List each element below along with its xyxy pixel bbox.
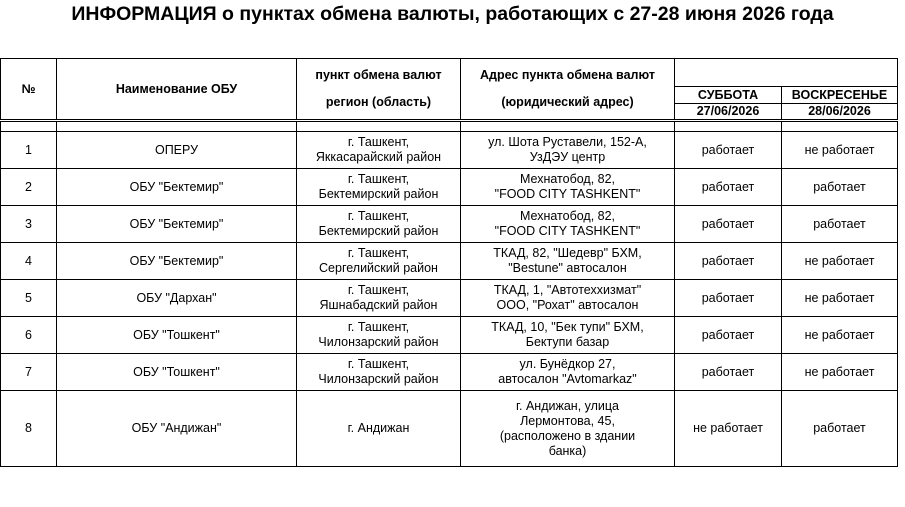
cell-saturday-status: работает [675, 243, 782, 280]
cell-region [297, 206, 461, 243]
cell-address-line1: ул. Шота Руставели, 152-А, [488, 135, 647, 149]
header-days-blank [675, 59, 898, 87]
header-saturday-date: 27/06/2026 [675, 104, 782, 121]
cell-num: 2 [1, 169, 57, 206]
cell-region-line1: г. Ташкент, [347, 283, 410, 297]
cell-saturday-status: работает [675, 169, 782, 206]
spacer-cell [461, 121, 675, 132]
cell-region-line2: Яшнабадский район [319, 298, 438, 312]
spacer-row [1, 121, 898, 132]
table-row [1, 354, 898, 391]
cell-region [297, 317, 461, 354]
cell-region-line1: г. Ташкент, [347, 135, 410, 149]
cell-address-line1: г. Андижан, улица [515, 398, 620, 413]
cell-address [461, 317, 675, 354]
table-row [1, 206, 898, 243]
spacer-cell [782, 121, 898, 132]
cell-region-line1: г. Ташкент, [347, 320, 410, 334]
page-title: ИНФОРМАЦИЯ о пунктах обмена валюты, работающих с 27-28 июня 2026 года [71, 3, 834, 25]
table-row [1, 280, 898, 317]
cell-address-line2: ООО, "Рохат" автосалон [496, 298, 639, 312]
cell-address-line1: Мехнатобод, 82, [519, 209, 616, 223]
header-sunday-date: 28/06/2026 [782, 104, 898, 121]
header-saturday: СУББОТА [675, 87, 782, 104]
cell-num: 8 [1, 391, 57, 467]
cell-address [461, 354, 675, 391]
cell-address-line2: "FOOD CITY TASHKENT" [494, 187, 641, 201]
cell-address-line1: ТКАД, 82, "Шедевр" БХМ, [493, 246, 642, 260]
header-num: № [1, 59, 57, 121]
spacer-cell [297, 121, 461, 132]
cell-saturday-status: работает [675, 280, 782, 317]
cell-address [461, 169, 675, 206]
cell-address-line4: банка) [548, 443, 587, 458]
header-region [297, 59, 461, 121]
cell-address [461, 132, 675, 169]
cell-region [297, 354, 461, 391]
header-name: Наименование ОБУ [57, 59, 297, 121]
cell-name: ОБУ "Бектемир" [57, 169, 297, 206]
cell-region: г. Андижан [297, 391, 461, 467]
cell-sunday-status: работает [782, 391, 898, 467]
cell-region [297, 169, 461, 206]
cell-saturday-status: работает [675, 206, 782, 243]
cell-address-line2: УзДЭУ центр [529, 150, 606, 164]
cell-address-line2: "FOOD CITY TASHKENT" [494, 224, 641, 238]
cell-region-line2: Чилонзарский район [318, 335, 439, 349]
cell-sunday-status: не работает [782, 132, 898, 169]
cell-name: ОБУ "Андижан" [57, 391, 297, 467]
cell-region-line2: Чилонзарский район [318, 372, 439, 386]
header-region-line1: пункт обмена валют [315, 68, 442, 82]
cell-name: ОБУ "Бектемир" [57, 243, 297, 280]
exchange-points-table [0, 58, 898, 467]
spacer-cell [57, 121, 297, 132]
spacer-cell [675, 121, 782, 132]
cell-saturday-status: работает [675, 354, 782, 391]
cell-region-line1: г. Ташкент, [347, 357, 410, 371]
cell-address [461, 391, 675, 467]
cell-address-line1: ТКАД, 10, "Бек тупи" БХМ, [491, 320, 644, 334]
cell-address-line2: Бектупи базар [525, 335, 610, 349]
cell-address-line1: ТКАД, 1, "Автотеххизмат" [493, 283, 642, 297]
header-address-line1: Адрес пункта обмена валют [480, 68, 655, 82]
spacer-cell [1, 121, 57, 132]
cell-saturday-status: работает [675, 317, 782, 354]
table-row [1, 243, 898, 280]
cell-address-line2: Лермонтова, 45, [520, 413, 615, 428]
cell-name: ОБУ "Тошкент" [57, 354, 297, 391]
cell-address-line1: Мехнатобод, 82, [519, 172, 616, 186]
table-row [1, 169, 898, 206]
cell-num: 6 [1, 317, 57, 354]
cell-region-line2: Бектемирский район [318, 187, 439, 201]
cell-region-line2: Яккасарайский район [315, 150, 442, 164]
cell-name: ОБУ "Бектемир" [57, 206, 297, 243]
cell-region [297, 243, 461, 280]
cell-num: 7 [1, 354, 57, 391]
cell-sunday-status: не работает [782, 280, 898, 317]
cell-saturday-status: не работает [675, 391, 782, 467]
cell-num: 5 [1, 280, 57, 317]
cell-name: ОПЕРУ [57, 132, 297, 169]
cell-address-line2: "Bestune" автосалон [508, 261, 627, 275]
cell-sunday-status: не работает [782, 317, 898, 354]
cell-region [297, 280, 461, 317]
cell-address [461, 243, 675, 280]
cell-region-line1: г. Ташкент, [347, 246, 410, 260]
cell-name: ОБУ "Дархан" [57, 280, 297, 317]
header-address [461, 59, 675, 121]
cell-name: ОБУ "Тошкент" [57, 317, 297, 354]
header-region-line2: регион (область) [325, 95, 432, 109]
cell-sunday-status: работает [782, 206, 898, 243]
cell-num: 3 [1, 206, 57, 243]
cell-address-line3: (расположено в здании [499, 428, 636, 443]
cell-num: 1 [1, 132, 57, 169]
cell-region [297, 132, 461, 169]
header-sunday: ВОСКРЕСЕНЬЕ [782, 87, 898, 104]
cell-saturday-status: работает [675, 132, 782, 169]
cell-region-line1: г. Ташкент, [347, 209, 410, 223]
cell-sunday-status: не работает [782, 354, 898, 391]
cell-sunday-status: работает [782, 169, 898, 206]
cell-address-line1: ул. Бунёдкор 27, [519, 357, 616, 371]
table-row [1, 391, 898, 467]
cell-num: 4 [1, 243, 57, 280]
cell-region-line2: Бектемирский район [318, 224, 439, 238]
cell-address [461, 206, 675, 243]
cell-address-line2: автосалон "Avtomarkaz" [498, 372, 637, 386]
cell-address [461, 280, 675, 317]
table-row [1, 317, 898, 354]
header-address-line2: (юридический адрес) [501, 95, 634, 109]
cell-region-line1: г. Ташкент, [347, 172, 410, 186]
cell-sunday-status: не работает [782, 243, 898, 280]
table-row [1, 132, 898, 169]
cell-region-line2: Сергелийский район [319, 261, 438, 275]
